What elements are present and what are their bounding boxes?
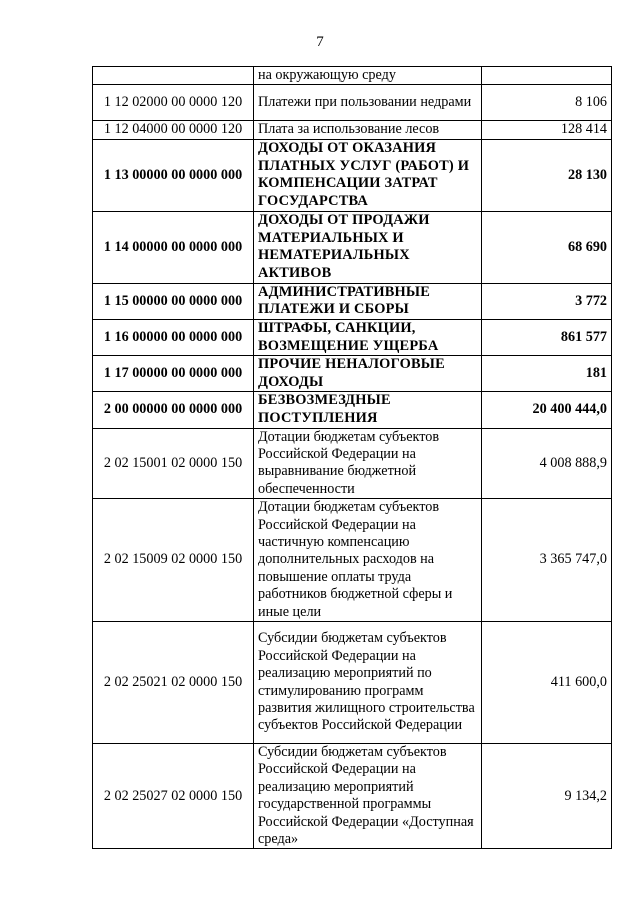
table-row — [93, 392, 612, 428]
classification-code: 1 13 00000 00 0000 000 — [93, 139, 254, 211]
classification-code: 2 02 25027 02 0000 150 — [93, 744, 254, 849]
table-row — [93, 139, 612, 211]
revenue-amount: 181 — [482, 356, 612, 392]
classification-code: 2 02 15001 02 0000 150 — [93, 428, 254, 499]
table-row — [93, 428, 612, 499]
table-row — [93, 320, 612, 356]
classification-code: 2 02 25021 02 0000 150 — [93, 622, 254, 744]
revenue-amount: 8 106 — [482, 85, 612, 121]
classification-code: 1 15 00000 00 0000 000 — [93, 283, 254, 319]
revenue-name: АДМИНИСТРАТИВНЫЕ ПЛАТЕЖИ И СБОРЫ — [254, 283, 482, 319]
revenue-amount: 20 400 444,0 — [482, 392, 612, 428]
revenue-name: на окружающую среду — [254, 67, 482, 85]
revenue-amount: 861 577 — [482, 320, 612, 356]
revenue-amount — [482, 67, 612, 85]
revenue-name: ШТРАФЫ, САНКЦИИ, ВОЗМЕЩЕНИЕ УЩЕРБА — [254, 320, 482, 356]
revenue-name: ПРОЧИЕ НЕНАЛОГОВЫЕ ДОХОДЫ — [254, 356, 482, 392]
revenue-name: ДОХОДЫ ОТ ОКАЗАНИЯ ПЛАТНЫХ УСЛУГ (РАБОТ) И КОМПЕНСАЦИИ ЗАТРАТ ГОСУДАРСТВА — [254, 139, 482, 211]
table-row — [93, 67, 612, 85]
classification-code: 1 12 04000 00 0000 120 — [93, 121, 254, 139]
classification-code: 1 17 00000 00 0000 000 — [93, 356, 254, 392]
classification-code: 2 02 15009 02 0000 150 — [93, 499, 254, 622]
revenue-name: Субсидии бюджетам субъектов Российской Федерации на реализацию мероприятий по стимулированию программ развития жилищного строительства субъектов Российской Федерации — [254, 622, 482, 744]
revenue-amount: 128 414 — [482, 121, 612, 139]
revenue-name: Дотации бюджетам субъектов Российской Федерации на частичную компенсацию дополнительных расходов на повышение оплаты труда работников бюджетной сферы и иные цели — [254, 499, 482, 622]
table-row — [93, 85, 612, 121]
revenue-amount: 9 134,2 — [482, 744, 612, 849]
table-row — [93, 121, 612, 139]
classification-code: 1 16 00000 00 0000 000 — [93, 320, 254, 356]
revenue-amount: 4 008 888,9 — [482, 428, 612, 499]
table-row — [93, 499, 612, 622]
table-row — [93, 356, 612, 392]
revenue-name: Субсидии бюджетам субъектов Российской Федерации на реализацию мероприятий государственной программы Российской Федерации «Доступная среда» — [254, 744, 482, 849]
page-number: 7 — [316, 34, 324, 50]
table-row — [93, 283, 612, 319]
table-row — [93, 211, 612, 283]
classification-code: 1 14 00000 00 0000 000 — [93, 211, 254, 283]
classification-code: 1 12 02000 00 0000 120 — [93, 85, 254, 121]
classification-code — [93, 67, 254, 85]
revenue-amount: 3 365 747,0 — [482, 499, 612, 622]
revenue-amount: 28 130 — [482, 139, 612, 211]
revenue-name: БЕЗВОЗМЕЗДНЫЕ ПОСТУПЛЕНИЯ — [254, 392, 482, 428]
classification-code: 2 00 00000 00 0000 000 — [93, 392, 254, 428]
budget-revenue-table — [92, 66, 612, 849]
revenue-name: Дотации бюджетам субъектов Российской Федерации на выравнивание бюджетной обеспеченности — [254, 428, 482, 499]
table-row — [93, 744, 612, 849]
revenue-amount: 68 690 — [482, 211, 612, 283]
table-row — [93, 622, 612, 744]
budget-table-body — [93, 67, 612, 849]
revenue-name: Плата за использование лесов — [254, 121, 482, 139]
revenue-amount: 411 600,0 — [482, 622, 612, 744]
revenue-name: ДОХОДЫ ОТ ПРОДАЖИ МАТЕРИАЛЬНЫХ И НЕМАТЕРИАЛЬНЫХ АКТИВОВ — [254, 211, 482, 283]
revenue-name: Платежи при пользовании недрами — [254, 85, 482, 121]
revenue-amount: 3 772 — [482, 283, 612, 319]
